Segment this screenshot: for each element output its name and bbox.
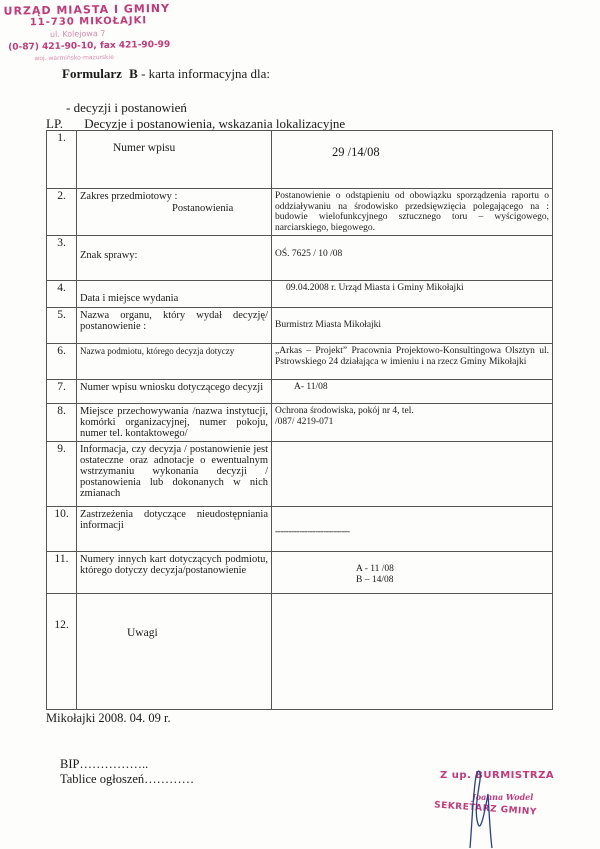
- table-row: [47, 552, 553, 594]
- row-label: Nazwa organu, który wydał decyzję/ postanowienie :: [77, 308, 272, 344]
- row-label: Numer wpisu wniosku dotyczącego decyzji: [77, 380, 272, 404]
- notice-board-line: Tablice ogłoszeń…………: [60, 772, 195, 786]
- application-number: A- 11/08: [294, 382, 328, 392]
- row-value: [272, 131, 553, 189]
- stamp-line-1: URZĄD MIASTA I GMINY: [3, 1, 171, 18]
- row-label: Miejsce przechowywania /nazwa instytucji, komórki organizacyjnej, numer pokoju, numer tel. kontaktowego/: [77, 404, 272, 442]
- table-row: [47, 308, 553, 344]
- row-value: „Arkas – Projekt” Pracownia Projektowo-Konsultingowa Olsztyn ul. Pstrowskiego 24 działająca w imieniu i na rzecz Gminy Mikołajki: [272, 344, 553, 380]
- table-row: [47, 131, 553, 189]
- row-number: 5.: [47, 308, 77, 344]
- issuing-authority: Burmistrz Miasta Mikołajki: [275, 320, 382, 330]
- row-value: [272, 380, 553, 404]
- row-number: 7.: [47, 380, 77, 404]
- form-title-rest: - karta informacyjna dla:: [137, 66, 270, 81]
- row-number: 11.: [47, 552, 77, 594]
- form-subtitle: - decyzji i postanowień: [66, 100, 187, 115]
- row-label: [77, 236, 272, 281]
- table-row: [47, 507, 553, 552]
- row-value: [272, 552, 553, 594]
- row-label-text: Data i miejsce wydania: [80, 293, 179, 304]
- row-value: [272, 281, 553, 308]
- row-label: Numery innych kart dotyczących podmiotu, którego dotyczy decyzja/postanowienie: [77, 552, 272, 594]
- stamp-line-4: (0-87) 421-90-10, fax 421-90-99: [8, 39, 171, 53]
- row-number: 2.: [47, 189, 77, 236]
- row-value: [272, 507, 553, 552]
- row-label-text: Numer wpisu: [113, 142, 176, 154]
- row-label-text: Znak sprawy:: [80, 250, 138, 261]
- row-value: [272, 594, 553, 710]
- stamp-line-2: 11-730 MIKOŁAJKI: [29, 15, 148, 29]
- related-card-b: B – 14/08: [356, 574, 394, 585]
- row-number: 6.: [47, 344, 77, 380]
- row-value: Ochrona środowiska, pokój nr 4, tel. /087/ 4219-071: [272, 404, 553, 442]
- form-letter: B: [129, 66, 138, 81]
- row-number: 10.: [47, 507, 77, 552]
- row-label: Zastrzeżenia dotyczące nieudostępniania informacji: [77, 507, 272, 552]
- stamp-line-5: woj. warmińsko-mazurskie: [34, 53, 115, 63]
- table-row: [47, 189, 553, 236]
- table-row: [47, 344, 553, 380]
- signature-line-3: SEKRETARZ GMINY: [433, 800, 538, 818]
- row-label: [77, 131, 272, 189]
- row-label: [77, 281, 272, 308]
- signature-stamp: [426, 764, 598, 849]
- place-date: Mikołajki 2008. 04. 09 r.: [46, 711, 171, 725]
- case-number: OŚ. 7625 / 10 /08: [275, 249, 343, 259]
- row-number: 3.: [47, 236, 77, 281]
- table-row: [47, 594, 553, 710]
- row-label-text: Zakres przedmiotowy :: [80, 191, 178, 202]
- table-row: [47, 281, 553, 308]
- row-value: [272, 236, 553, 281]
- table-row: [47, 442, 553, 507]
- bip-line: BIP……………..: [60, 757, 149, 771]
- restriction-dashes: ----------------------------: [275, 527, 350, 537]
- row-value: [272, 308, 553, 344]
- row-label: [77, 189, 272, 236]
- signature-line-2: Joanna Wodel: [472, 792, 534, 802]
- entry-number: 29 /14/08: [332, 145, 380, 159]
- row-number: 1.: [47, 131, 77, 189]
- related-card-a: A - 11 /08: [356, 564, 394, 574]
- column-title: Decyzje i postanowienia, wskazania lokalizacyjne: [84, 116, 346, 131]
- row-label-sub: Postanowienia: [172, 203, 234, 214]
- issue-date-place: 09.04.2008 r. Urząd Miasta i Gminy Mikołajki: [286, 283, 464, 293]
- row-label: Informacja, czy decyzja / postanowienie jest ostateczne oraz adnotacje o ewentualnym wstrzymaniu wykonania decyzji / postanowienia lub dokonanych w nich zmianach: [77, 442, 272, 507]
- form-title: [62, 66, 270, 82]
- table-row: [47, 380, 553, 404]
- row-label: [77, 594, 272, 710]
- info-table: [46, 130, 553, 710]
- row-number: 8.: [47, 404, 77, 442]
- form-label: Formularz: [62, 66, 122, 81]
- row-value: [272, 442, 553, 507]
- row-value: Postanowienie o odstąpieniu od obowiązku sporządzenia raportu o oddziaływaniu na środowisko przedsięwzięcia polegającego na : budowie wielofunkcyjnego sztucznego toru – wyścigowego, narciarskiego, biegowego.: [272, 189, 553, 236]
- row-label: Nazwa podmiotu, którego decyzja dotyczy: [77, 344, 272, 380]
- row-number: 4.: [47, 281, 77, 308]
- column-lp: LP.: [46, 116, 63, 131]
- office-stamp: [3, 2, 204, 65]
- row-number: 9.: [47, 442, 77, 507]
- stamp-line-3: ul. Kolejowa 7: [49, 28, 106, 39]
- signature-line-1: Z up. BURMISTRZA: [440, 770, 555, 781]
- table-row: [47, 404, 553, 442]
- table-row: [47, 236, 553, 281]
- row-number: 12.: [47, 594, 77, 710]
- row-label-text: Uwagi: [127, 627, 158, 639]
- handwritten-signature-icon: [426, 764, 598, 849]
